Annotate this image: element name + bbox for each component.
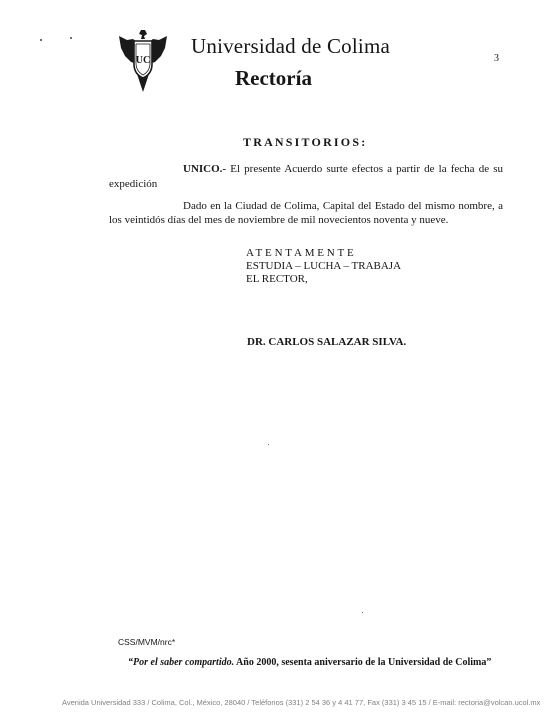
svg-text:UC: UC — [135, 55, 151, 66]
footer-motto — [128, 657, 491, 668]
scan-speck — [268, 444, 269, 445]
institution-motto: ESTUDIA – LUCHA – TRABAJA — [246, 260, 402, 272]
unico-paragraph — [183, 163, 503, 175]
signer-name: DR. CARLOS SALAZAR SILVA. — [247, 336, 407, 348]
page-number: 3 — [494, 53, 499, 64]
reference-initials: CSS/MVM/nrc* — [118, 637, 176, 647]
university-name: Universidad de Colima — [191, 34, 390, 58]
footer-motto-rest: Año 2000, sesenta aniversario de la Universidad de Colima” — [234, 657, 492, 668]
section-title: TRANSITORIOS: — [243, 135, 368, 149]
unico-text-continued: expedición — [109, 178, 158, 190]
unico-label: UNICO.- — [183, 163, 227, 175]
unico-text: El presente Acuerdo surte efectos a partir de la fecha de su — [226, 163, 503, 175]
dado-paragraph: Dado en la Ciudad de Colima, Capital del Estado del mismo nombre, a — [183, 200, 503, 212]
signer-title: EL RECTOR, — [246, 273, 308, 285]
university-seal-icon — [117, 28, 169, 94]
scan-speck — [70, 37, 72, 39]
dado-paragraph-continued: los veintidós días del mes de noviembre de mil novecientos noventa y nueve. — [109, 214, 449, 226]
footer-address: Avenida Universidad 333 / Colima, Col., México, 28040 / Teléfonos (331) 2 54 36 y 4 41 77, Fax (331) 3 45 15 / E-mail: rectoria@volcan.ucol.mx — [62, 698, 541, 707]
signature-block — [246, 247, 401, 286]
footer-motto-italic: “Por el saber compartido. — [128, 657, 235, 668]
scan-speck — [40, 39, 42, 41]
closing: ATENTAMENTE — [246, 247, 357, 259]
scan-speck — [362, 612, 363, 613]
office-title: Rectoría — [235, 66, 312, 90]
